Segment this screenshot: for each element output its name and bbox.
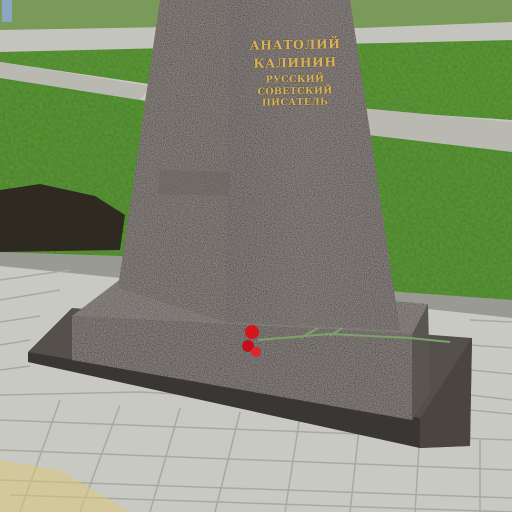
obelisk-reflection	[158, 170, 230, 196]
inscription-last-name: КАЛИНИН	[253, 54, 337, 71]
inscription-first-name: АНАТОЛИЙ	[249, 36, 341, 53]
inscription-era: СОВЕТСКИЙ	[257, 84, 333, 98]
inscription-nationality: РУССКИЙ	[265, 73, 325, 86]
passerby-figure	[2, 0, 12, 22]
inscription-profession: ПИСАТЕЛЬ	[261, 96, 329, 109]
monument-inscription	[236, 35, 354, 110]
